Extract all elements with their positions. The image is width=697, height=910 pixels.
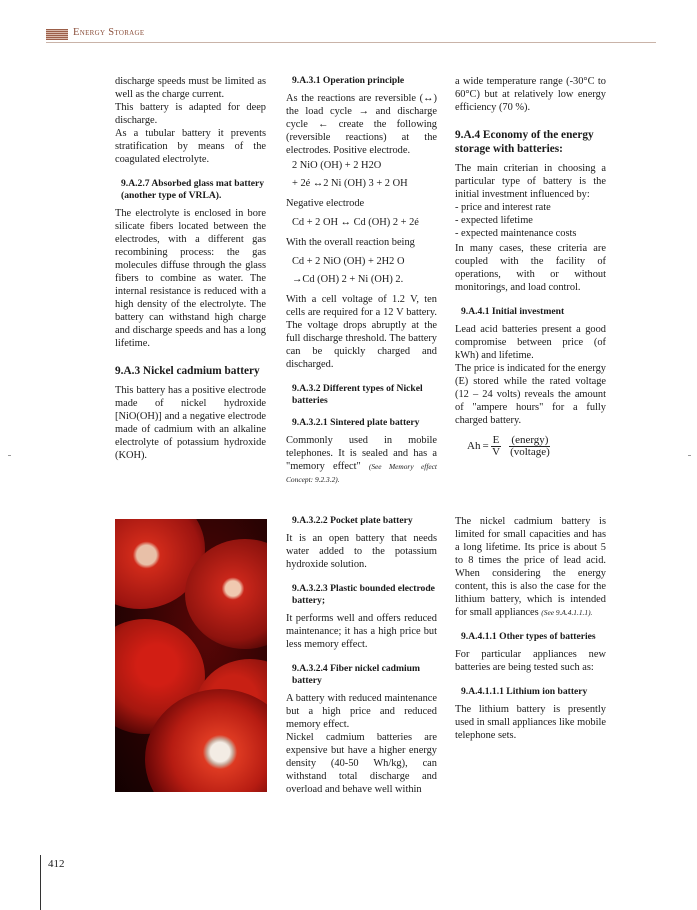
section-heading: 9.A.4.1.1 Other types of batteries [461, 631, 596, 642]
formula-lhs: Ah [467, 440, 481, 452]
column-2 [286, 75, 437, 486]
section-heading: 9.A.3 Nickel cadmium battery [115, 365, 260, 377]
equation: 2 NiO (OH) + 2 H2O [292, 160, 382, 171]
paragraph: Nickel cadmium batteries are expensive but have a higher energy density (40-50 Wh/kg), can withstand total discharge and overload and behave well within [286, 732, 437, 795]
section-heading: 9.A.4.1.1.1 Lithium ion battery [461, 686, 588, 697]
header-rule [46, 42, 656, 43]
paragraph: a wide temperature range (-30°C to 60°C) but at relatively low energy efficiency (70 %). [455, 76, 606, 113]
paragraph: It performs well and offers reduced maintenance; it has a high price but less memory effect. [286, 613, 437, 650]
equation: + 2é ↔2 Ni (OH) 3 + 2 OH [292, 178, 408, 189]
paragraph: The main criterian in choosing a particular type of battery is the initial investment influenced by: [455, 163, 606, 200]
column-2-lower [286, 515, 437, 796]
paragraph: This battery has a positive electrode made of nickel hydroxide [NiO(OH)] and a negative electrode made of cadmium with an alkaline electrolyte of potassium hydroxide (KOH). [115, 385, 266, 461]
formula-energy: (energy) [511, 434, 549, 446]
paragraph: It is an open battery that needs water added to the potassium hydroxide solution. [286, 533, 437, 570]
battery-cells-photo [115, 519, 267, 792]
section-heading: 9.A.3.1 Operation principle [292, 75, 405, 86]
column-3 [455, 75, 606, 458]
paragraph-text: Commonly used in mobile telephones. It is sealed and has a "memory effect" [286, 435, 437, 472]
equation: Cd + 2 OH ↔ Cd (OH) 2 + 2é [292, 217, 419, 228]
bullet-item: - price and interest rate [455, 202, 551, 213]
section-heading: 9.A.3.2.3 Plastic bounded electrode battery; [292, 583, 435, 606]
paragraph: With a cell voltage of 1.2 V, ten cells are required for a 12 V battery. The voltage drops abruptly at the full discharge threshold. The battery can be quickly charged and discharged. [286, 294, 437, 370]
paragraph: As the reactions are reversible (↔) the load cycle → and discharge cycle ← create the following (reversible reactions) at the electrodes. Positive electrode. [286, 93, 437, 156]
paragraph: The lithium battery is presently used in small appliances like mobile telephone sets. [455, 704, 606, 741]
paragraph: This battery is adapted for deep discharge. [115, 102, 266, 126]
formula-numerator: E [492, 434, 500, 446]
paragraph: For particular appliances new batteries are being tested such as: [455, 649, 606, 673]
page-number: 412 [48, 858, 65, 870]
formula-voltage: (voltage) [510, 446, 550, 458]
running-header: Energy Storage [73, 27, 145, 38]
bullet-item: - expected maintenance costs [455, 228, 577, 239]
equation: Cd + 2 NiO (OH) + 2H2 O [292, 256, 405, 267]
crop-mark [8, 455, 11, 456]
paragraph: The electrolyte is enclosed in bore silicate fibers located between the electrodes, with a different gas recombining process: the gas molecules diffuse through the glass fibers to combine as water. The internal resistance is reduced with a high density of the electrolyte. The battery can withstand high charge and discharge speeds and has a long lifetime. [115, 208, 266, 349]
paragraph [286, 434, 437, 486]
formula: Ah = $\frac{E}{V}$ (energy) (voltage) [467, 434, 550, 458]
cross-reference: (See Memory effect Concept: 9.2.3.2). [286, 462, 437, 484]
paragraph: With the overall reaction being [286, 237, 415, 248]
paragraph: Lead acid batteries present a good compromise between price (of kWh) and lifetime. [455, 324, 606, 361]
section-heading: 9.A.2.7 Absorbed glass mat battery (another type of VRLA). [121, 178, 265, 201]
formula-denominator: V [492, 446, 501, 458]
column-1 [115, 75, 266, 462]
column-3-lower [455, 515, 606, 742]
section-heading: 9.A.4.1 Initial investment [461, 306, 565, 317]
paragraph: A battery with reduced maintenance but a high price and reduced memory effect. [286, 693, 437, 730]
crop-mark [688, 455, 691, 456]
margin-rule [40, 855, 41, 910]
paragraph [455, 515, 606, 619]
cross-reference: (See 9.A.4.1.1.1). [541, 608, 593, 617]
paragraph: As a tubular battery it prevents stratification by means of the coagulated electrolyte. [115, 128, 266, 165]
paragraph-text: The nickel cadmium battery is limited for small capacities and has a long lifetime. Its price is about 5 to 8 times the price of lead acid. When considering the energy content, this is also the case for the lithium battery, which is intended for small appliances [455, 516, 606, 618]
paragraph: In many cases, these criteria are coupled with the facility of operations, with or without monitorings, and load control. [455, 243, 606, 293]
paragraph: discharge speeds must be limited as well as the charge current. [115, 76, 266, 100]
paragraph: The price is indicated for the energy (E) stored while the rated voltage (12 – 24 volts) reveals the amount of "ampere hours" for a fully charged battery. [455, 363, 606, 426]
equation: →Cd (OH) 2 + Ni (OH) 2. [292, 274, 404, 285]
bullet-item: - expected lifetime [455, 215, 533, 226]
section-heading: 9.A.3.2.4 Fiber nickel cadmium battery [292, 663, 421, 686]
section-heading: 9.A.4 Economy of the energy storage with batteries: [455, 129, 594, 155]
header-stripe-icon [46, 29, 68, 40]
paragraph: Negative electrode [286, 198, 365, 209]
section-heading: 9.A.3.2 Different types of Nickel batteries [292, 383, 423, 406]
section-heading: 9.A.3.2.1 Sintered plate battery [292, 417, 420, 428]
section-heading: 9.A.3.2.2 Pocket plate battery [292, 515, 413, 526]
